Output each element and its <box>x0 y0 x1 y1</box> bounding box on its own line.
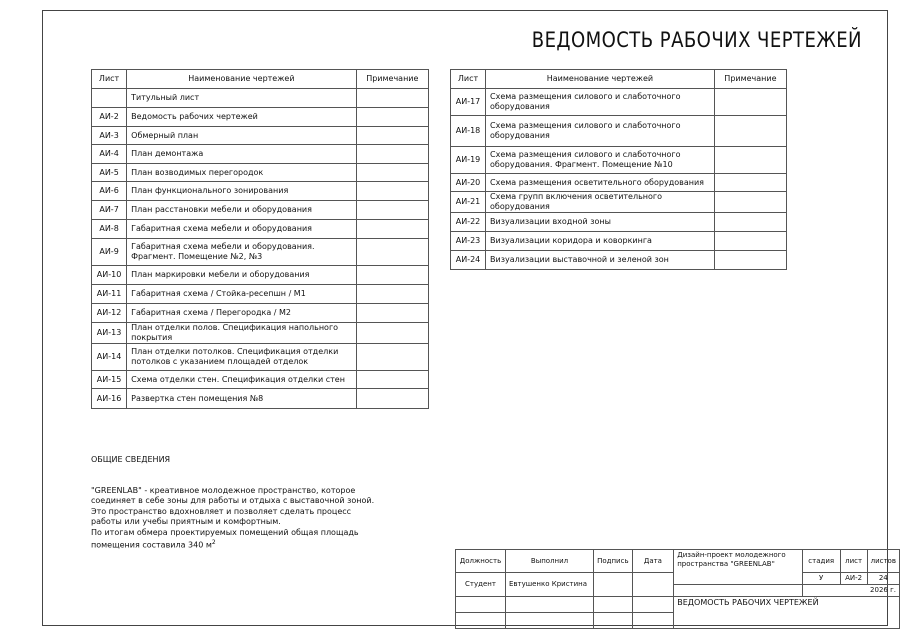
stamp-sheet-value: АИ-2 <box>840 573 867 585</box>
note-cell <box>356 285 428 304</box>
drawing-name: План возводимых перегородок <box>127 164 356 182</box>
sheet-code: АИ-13 <box>92 323 127 344</box>
stamp-date-cell <box>632 573 674 597</box>
sheet-code: АИ-3 <box>92 127 127 145</box>
drawing-name: Схема групп включения осветительного оборудования <box>486 192 715 213</box>
stamp-sheets-value: 24 <box>867 573 899 585</box>
note-cell <box>356 344 428 371</box>
table-row <box>92 201 429 220</box>
stamp-person: Евтушенко Кристина <box>505 573 593 597</box>
general-paragraph-2 <box>91 528 381 552</box>
note-cell <box>356 220 428 239</box>
general-info <box>91 455 381 551</box>
stamp-sheets-label: листов <box>867 550 899 573</box>
drawing-name: Визуализации выставочной и зеленой зон <box>486 251 715 270</box>
drawing-name: Визуализации входной зоны <box>486 213 715 232</box>
sheet-code: АИ-7 <box>92 201 127 220</box>
sheet-code: АИ-18 <box>451 116 486 147</box>
sheet-code: АИ-22 <box>451 213 486 232</box>
stamp-empty-cell <box>456 613 506 629</box>
drawing-name: Обмерный план <box>127 127 356 145</box>
stamp-done-label: Выполнил <box>505 550 593 573</box>
drawing-name: Развертка стен помещения №8 <box>127 389 356 409</box>
drawing-name: Схема размещения силового и слаботочного оборудования <box>486 116 715 147</box>
drawing-name: План демонтажа <box>127 145 356 164</box>
stamp-role: Студент <box>456 573 506 597</box>
sheet-code: АИ-17 <box>451 89 486 116</box>
sheet-code: АИ-5 <box>92 164 127 182</box>
header-sheet: Лист <box>451 70 486 89</box>
drawing-name: План функционального зонирования <box>127 182 356 201</box>
sheet-code <box>92 89 127 108</box>
note-cell <box>714 251 786 270</box>
stamp-signature-label: Подпись <box>594 550 633 573</box>
note-cell <box>714 116 786 147</box>
note-cell <box>356 89 428 108</box>
sheet-code: АИ-6 <box>92 182 127 201</box>
stamp-blank-cell <box>674 585 803 597</box>
area-unit-superscript: 2 <box>211 539 216 546</box>
stamp-stage-label: стадия <box>802 550 840 573</box>
note-cell <box>356 127 428 145</box>
stamp-stage-value: У <box>802 573 840 585</box>
drawings-list-left <box>91 69 429 409</box>
table-row <box>451 89 787 116</box>
note-cell <box>714 147 786 174</box>
drawing-name: Ведомость рабочих чертежей <box>127 108 356 127</box>
sheet-code: АИ-19 <box>451 147 486 174</box>
stamp-empty-cell <box>632 597 674 613</box>
title-block <box>455 549 900 629</box>
stamp-project-name: Дизайн-проект молодежного пространства "GREENLAB" <box>674 550 803 585</box>
drawing-name: План маркировки мебели и оборудования <box>127 266 356 285</box>
drawing-name: План отделки полов. Спецификация напольного покрытия <box>127 323 356 344</box>
note-cell <box>356 371 428 389</box>
note-cell <box>714 89 786 116</box>
sheet-code: АИ-14 <box>92 344 127 371</box>
table-row <box>451 174 787 192</box>
drawing-name: Схема размещения осветительного оборудования <box>486 174 715 192</box>
table-row <box>92 389 429 409</box>
table-row <box>92 344 429 371</box>
stamp-empty-cell <box>505 613 593 629</box>
sheet-code: АИ-8 <box>92 220 127 239</box>
drawing-name: Габаритная схема / Стойка-ресепшн / М1 <box>127 285 356 304</box>
table-row <box>92 371 429 389</box>
sheet-code: АИ-20 <box>451 174 486 192</box>
table-row <box>92 164 429 182</box>
table-header-row <box>451 70 787 89</box>
table-row <box>451 251 787 270</box>
table-row <box>451 232 787 251</box>
drawing-name: Схема отделки стен. Спецификация отделки стен <box>127 371 356 389</box>
sheet-code: АИ-10 <box>92 266 127 285</box>
table-row <box>451 213 787 232</box>
table-row <box>92 304 429 323</box>
table-header-row <box>92 70 429 89</box>
area-text: По итогам обмера проектируемых помещений общая площадь помещения составила 340 м <box>91 527 359 550</box>
note-cell <box>356 182 428 201</box>
note-cell <box>356 145 428 164</box>
table-row <box>451 147 787 174</box>
stamp-drawing-name: ВЕДОМОСТЬ РАБОЧИХ ЧЕРТЕЖЕЙ <box>674 597 900 629</box>
note-cell <box>356 201 428 220</box>
table-row <box>451 116 787 147</box>
stamp-position-label: Должность <box>456 550 506 573</box>
stamp-signature-cell <box>594 573 633 597</box>
note-cell <box>714 213 786 232</box>
general-paragraph-1: "GREENLAB" - креативное молодежное пространство, которое соединяет в себе зоны для работы и отдыха с выставочной зоной. Это пространство вдохновляет и позволяет сделать процесс работы или учебы приятным и комфортным. <box>91 485 375 526</box>
drawing-name: Визуализации коридора и коворкинга <box>486 232 715 251</box>
note-cell <box>714 192 786 213</box>
drawing-name: Титульный лист <box>127 89 356 108</box>
sheet-code: АИ-16 <box>92 389 127 409</box>
drawing-name: Схема размещения силового и слаботочного оборудования <box>486 89 715 116</box>
header-name: Наименование чертежей <box>486 70 715 89</box>
header-note: Примечание <box>356 70 428 89</box>
stamp-empty-cell <box>594 613 633 629</box>
page-title: ВЕДОМОСТЬ РАБОЧИХ ЧЕРТЕЖЕЙ <box>531 28 862 52</box>
table-row <box>451 192 787 213</box>
drawing-name: Схема размещения силового и слаботочного оборудования. Фрагмент. Помещение №10 <box>486 147 715 174</box>
stamp-empty-cell <box>594 597 633 613</box>
table-row <box>92 89 429 108</box>
header-name: Наименование чертежей <box>127 70 356 89</box>
drawing-name: План расстановки мебели и оборудования <box>127 201 356 220</box>
sheet-code: АИ-2 <box>92 108 127 127</box>
table-row <box>92 127 429 145</box>
drawings-list-right <box>450 69 787 270</box>
table-row <box>92 220 429 239</box>
sheet-code: АИ-12 <box>92 304 127 323</box>
note-cell <box>356 266 428 285</box>
stamp-sheet-label: лист <box>840 550 867 573</box>
table-row <box>92 266 429 285</box>
general-heading: ОБЩИЕ СВЕДЕНИЯ <box>91 455 171 464</box>
table-row <box>92 239 429 266</box>
stamp-empty-cell <box>505 597 593 613</box>
note-cell <box>714 174 786 192</box>
note-cell <box>356 389 428 409</box>
stamp-date-label: Дата <box>632 550 674 573</box>
drawing-name: План отделки потолков. Спецификация отделки потолков с указанием площадей отделок <box>127 344 356 371</box>
table-row <box>92 182 429 201</box>
sheet-code: АИ-11 <box>92 285 127 304</box>
sheet-code: АИ-15 <box>92 371 127 389</box>
table-row <box>92 285 429 304</box>
drawing-name: Габаритная схема мебели и оборудования <box>127 220 356 239</box>
sheet-code: АИ-23 <box>451 232 486 251</box>
table-row <box>92 323 429 344</box>
sheet-code: АИ-4 <box>92 145 127 164</box>
note-cell <box>356 108 428 127</box>
sheet-code: АИ-21 <box>451 192 486 213</box>
stamp-year: 2026 г. <box>802 585 899 597</box>
sheet-code: АИ-9 <box>92 239 127 266</box>
drawing-name: Габаритная схема мебели и оборудования. Фрагмент. Помещение №2, №3 <box>127 239 356 266</box>
stamp-empty-cell <box>632 613 674 629</box>
header-sheet: Лист <box>92 70 127 89</box>
sheet-code: АИ-24 <box>451 251 486 270</box>
note-cell <box>356 323 428 344</box>
stamp-empty-cell <box>456 597 506 613</box>
note-cell <box>356 239 428 266</box>
note-cell <box>356 304 428 323</box>
note-cell <box>356 164 428 182</box>
table-row <box>92 145 429 164</box>
drawing-name: Габаритная схема / Перегородка / М2 <box>127 304 356 323</box>
note-cell <box>714 232 786 251</box>
table-row <box>92 108 429 127</box>
header-note: Примечание <box>714 70 786 89</box>
